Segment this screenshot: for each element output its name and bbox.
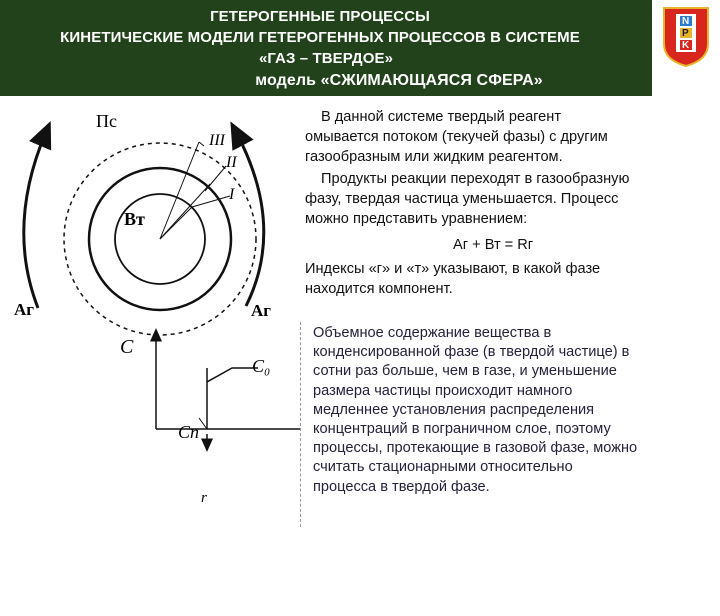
logo-letter-k: K [682,40,690,51]
description-text [305,108,715,298]
flow-arrow-right [236,132,264,306]
label-cn: Cп [178,422,200,442]
label-bt: Вт [124,209,145,229]
shrinking-sphere-diagram [0,96,300,616]
npk-logo [660,4,712,68]
note-line-9: процесса в твердой фазе. [313,478,490,495]
note-text [313,324,637,497]
desc-line-1: В данной системе твердый реагент [321,109,562,125]
label-zone-1: I [229,186,235,203]
flow-arrow-left [24,132,46,308]
desc-line-6: можно представить уравнением: [305,211,528,227]
logo-letter-p: P [682,28,689,39]
title-line-2: КИНЕТИЧЕСКИЕ МОДЕЛИ ГЕТЕРОГЕННЫХ ПРОЦЕССОВ В СИСТЕМЕ [60,29,580,46]
note-line-6: концентраций в пограничном слое, поэтому [313,421,611,438]
title-line-3: «ГАЗ – ТВЕРДОЕ» [258,50,394,67]
desc-line-8: Индексы «г» и «т» указывают, в какой фазе [305,261,601,277]
equation: Аг + Вт = Rг [453,237,534,253]
label-pc: Пс [96,111,117,131]
note-line-4: размера частицы происходит намного [313,382,573,399]
leader-zone-2 [205,166,226,191]
radius-line-3 [160,142,199,239]
note-line-3: сотни раз больше, чем в газе, и уменьшение [313,363,617,380]
concentration-profile [207,368,258,429]
label-r-axis: r [201,490,207,506]
label-c-axis: C [120,336,134,358]
desc-line-9: находится компонент. [305,281,453,297]
note-line-8: считать стационарными относительно [313,459,573,476]
desc-line-2: омывается потоком (текучей фазы) с другим [305,129,608,145]
label-ar-left: Аг [14,300,34,319]
desc-line-3: газообразным или жидким реагентом. [305,149,563,165]
title-bar [0,0,652,96]
note-line-2: конденсированной фазе (в твердой частице) в [313,344,630,361]
title-line-4: модель «СЖИМАЮЩАЯСЯ СФЕРА» [255,72,543,89]
label-zone-2: II [226,154,237,171]
label-zone-3: III [209,132,225,149]
title-line-1: ГЕТЕРОГЕННЫЕ ПРОЦЕССЫ [210,8,430,25]
desc-line-4: Продукты реакции переходят в газообразную [321,171,630,187]
label-c0: C₀ [252,356,271,376]
label-ar-right: Аг [251,301,271,320]
cn-leader [199,418,207,429]
radius-line-2 [160,184,210,239]
note-box [300,322,715,527]
logo-letter-n: N [682,16,690,27]
leader-zone-3 [199,142,204,146]
note-line-1: Объемное содержание вещества в [313,325,552,341]
note-line-5: медленнее установления распределения [313,401,595,418]
desc-line-5: фазу, твердая частица уменьшается. Процесс [305,191,619,207]
note-line-7: процессы, протекающие в газовой фазе, можно [313,440,638,457]
